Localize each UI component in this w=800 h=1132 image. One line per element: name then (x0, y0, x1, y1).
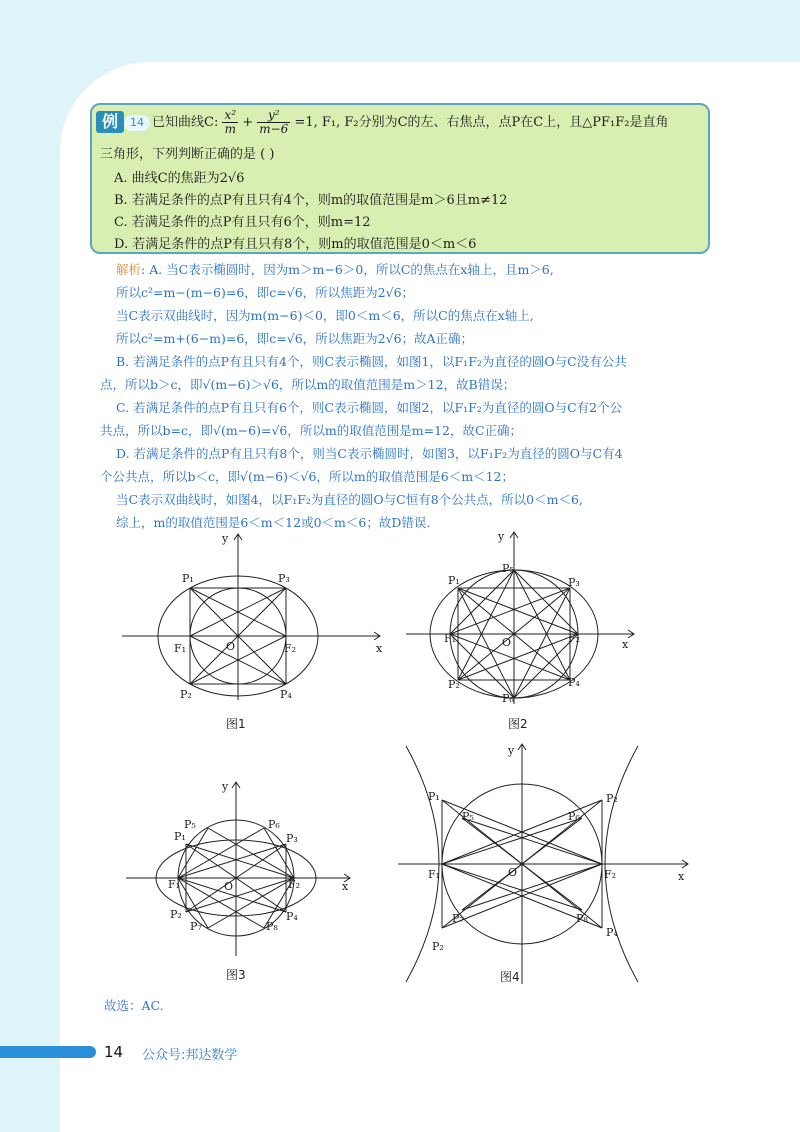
question-line-2: 三角形，下列判断正确的是 ( ) (100, 147, 275, 162)
x-axis-label: x (622, 638, 629, 651)
point-label: P₂ (170, 908, 182, 921)
y-axis-label: y (508, 744, 515, 757)
figure-3-caption: 图3 (226, 968, 246, 982)
point-label: P₅ (502, 562, 514, 575)
origin-label: O (224, 880, 234, 893)
figure-1-diagram (118, 528, 388, 708)
point-label: P₃ (286, 832, 298, 845)
figure-2-diagram (404, 528, 640, 708)
example-badge: 例 (96, 111, 124, 133)
point-label: P₂ (606, 792, 618, 805)
point-label: P₅ (462, 810, 474, 823)
point-label: P₇ (190, 920, 202, 933)
figure-2-caption: 图2 (508, 717, 528, 731)
solution-line-11: 当C表示双曲线时，如图4，以F₁F₂为直径的圆O与C恒有8个公共点，所以0＜m＜6, (116, 492, 583, 507)
point-label: P₈ (576, 912, 588, 925)
fraction-1: $\frac{\text{x²}}{m}$ (224, 108, 237, 136)
point-label: P₄ (286, 910, 298, 923)
point-label: P₃ (568, 576, 580, 589)
point-label: P₂ (448, 678, 460, 691)
figure-4-diagram (396, 740, 696, 988)
x-axis-label: x (342, 880, 349, 893)
figure-3-diagram (122, 776, 362, 960)
point-label: F₂ (288, 878, 301, 891)
point-label: P₁ (448, 574, 460, 587)
solution-line-7: C. 若满足条件的点P有且只有6个，则C表示椭圆，如图2，以F₁F₂为直径的圆O与C有2个公 (116, 400, 623, 415)
figure-1-caption: 图1 (226, 717, 246, 731)
point-label: F₁ (174, 642, 187, 655)
solution-line-4: 所以c²=m+(6−m)=6，即c=√6，所以焦距为2√6；故A正确； (116, 331, 474, 346)
point-label: P₇ (452, 912, 464, 925)
point-label: P₁ (428, 790, 440, 803)
origin-label: O (226, 640, 236, 653)
x-axis-label: x (376, 642, 383, 655)
solution-line-10: 个公共点，所以b＜c，即√(m−6)＜√6，所以m的取值范围是6＜m＜12； (100, 469, 514, 484)
point-label: P₄ (280, 688, 292, 701)
point-label: P₄ (568, 676, 580, 689)
point-label: P₁ (174, 830, 186, 843)
fraction-2: $\frac{\text{y²}}{m-6}$ (259, 108, 289, 136)
solution-line-1: 解析: A. 当C表示椭圆时，因为m＞m−6＞0，所以C的焦点在x轴上，且m＞6, (116, 262, 554, 277)
solution-line-12: 综上，m的取值范围是6＜m＜12或0＜m＜6；故D错误. (116, 515, 431, 530)
solution-line-8: 共点，所以b=c，即√(m−6)=√6，所以m的取值范围是m=12，故C正确； (100, 423, 523, 438)
figure-4-caption: 图4 (500, 970, 520, 984)
y-axis-label: y (222, 532, 229, 545)
point-label: P₁ (182, 572, 194, 585)
example-box (90, 103, 710, 254)
x-axis-label: x (678, 870, 685, 883)
point-label: P₂ (432, 940, 444, 953)
option-a: A. 曲线C的焦距为2√6 (114, 171, 245, 186)
solution-line-3: 当C表示双曲线时，因为m(m−6)＜0，即0＜m＜6，所以C的焦点在x轴上, (116, 308, 534, 323)
point-label: P₃ (278, 572, 290, 585)
origin-label: O (502, 636, 512, 649)
point-label: P₆ (502, 692, 514, 705)
solution-line-2: 所以c²=m−(m−6)=6，即c=√6，所以焦距为2√6； (116, 285, 415, 300)
point-label: P₅ (184, 818, 196, 831)
point-label: P₆ (268, 818, 280, 831)
option-c: C. 若满足条件的点P有且只有6个，则m=12 (114, 215, 371, 230)
solution-line-5: B. 若满足条件的点P有且只有4个，则C表示椭圆，如图1，以F₁F₂为直径的圆O与C没有公共 (116, 354, 627, 369)
footer-text: 公众号:邦达数学 (142, 1048, 238, 1063)
question-line-1: 已知曲线C: $\frac{\text{x²}}{m}$ + $\frac{\text{y²}}{m-6}$ =1, F₁, F₂分别为C的左、右焦点，点P在C上，且△PF₁F₂是直角 (152, 108, 669, 136)
origin-label: O (508, 866, 518, 879)
option-d: D. 若满足条件的点P有且只有8个，则m的取值范围是0＜m＜6 (114, 237, 477, 252)
page-number: 14 (104, 1043, 124, 1061)
point-label: P₄ (606, 926, 618, 939)
point-label: F₂ (284, 642, 297, 655)
option-b: B. 若满足条件的点P有且只有4个，则m的取值范围是m＞6且m≠12 (114, 193, 508, 208)
point-label: F₂ (568, 632, 581, 645)
y-axis-label: y (498, 530, 505, 543)
example-number: 14 (124, 115, 150, 131)
point-label: F₁ (428, 868, 441, 881)
point-label: F₁ (168, 878, 181, 891)
point-label: P₂ (180, 688, 192, 701)
point-label: F₂ (604, 868, 617, 881)
y-axis-label: y (222, 780, 229, 793)
answer-line: 故选：AC. (104, 998, 164, 1013)
point-label: F₁ (444, 632, 457, 645)
solution-line-6: 点，所以b＞c，即√(m−6)＞√6，所以m的取值范围是m＞12，故B错误； (100, 377, 516, 392)
point-label: P₈ (266, 920, 278, 933)
footer-accent-bar (0, 1046, 96, 1058)
solution-line-9: D. 若满足条件的点P有且只有8个，则当C表示椭圆时，如图3，以F₁F₂为直径的圆O与C有4 (116, 446, 623, 461)
point-label: P₆ (568, 810, 580, 823)
